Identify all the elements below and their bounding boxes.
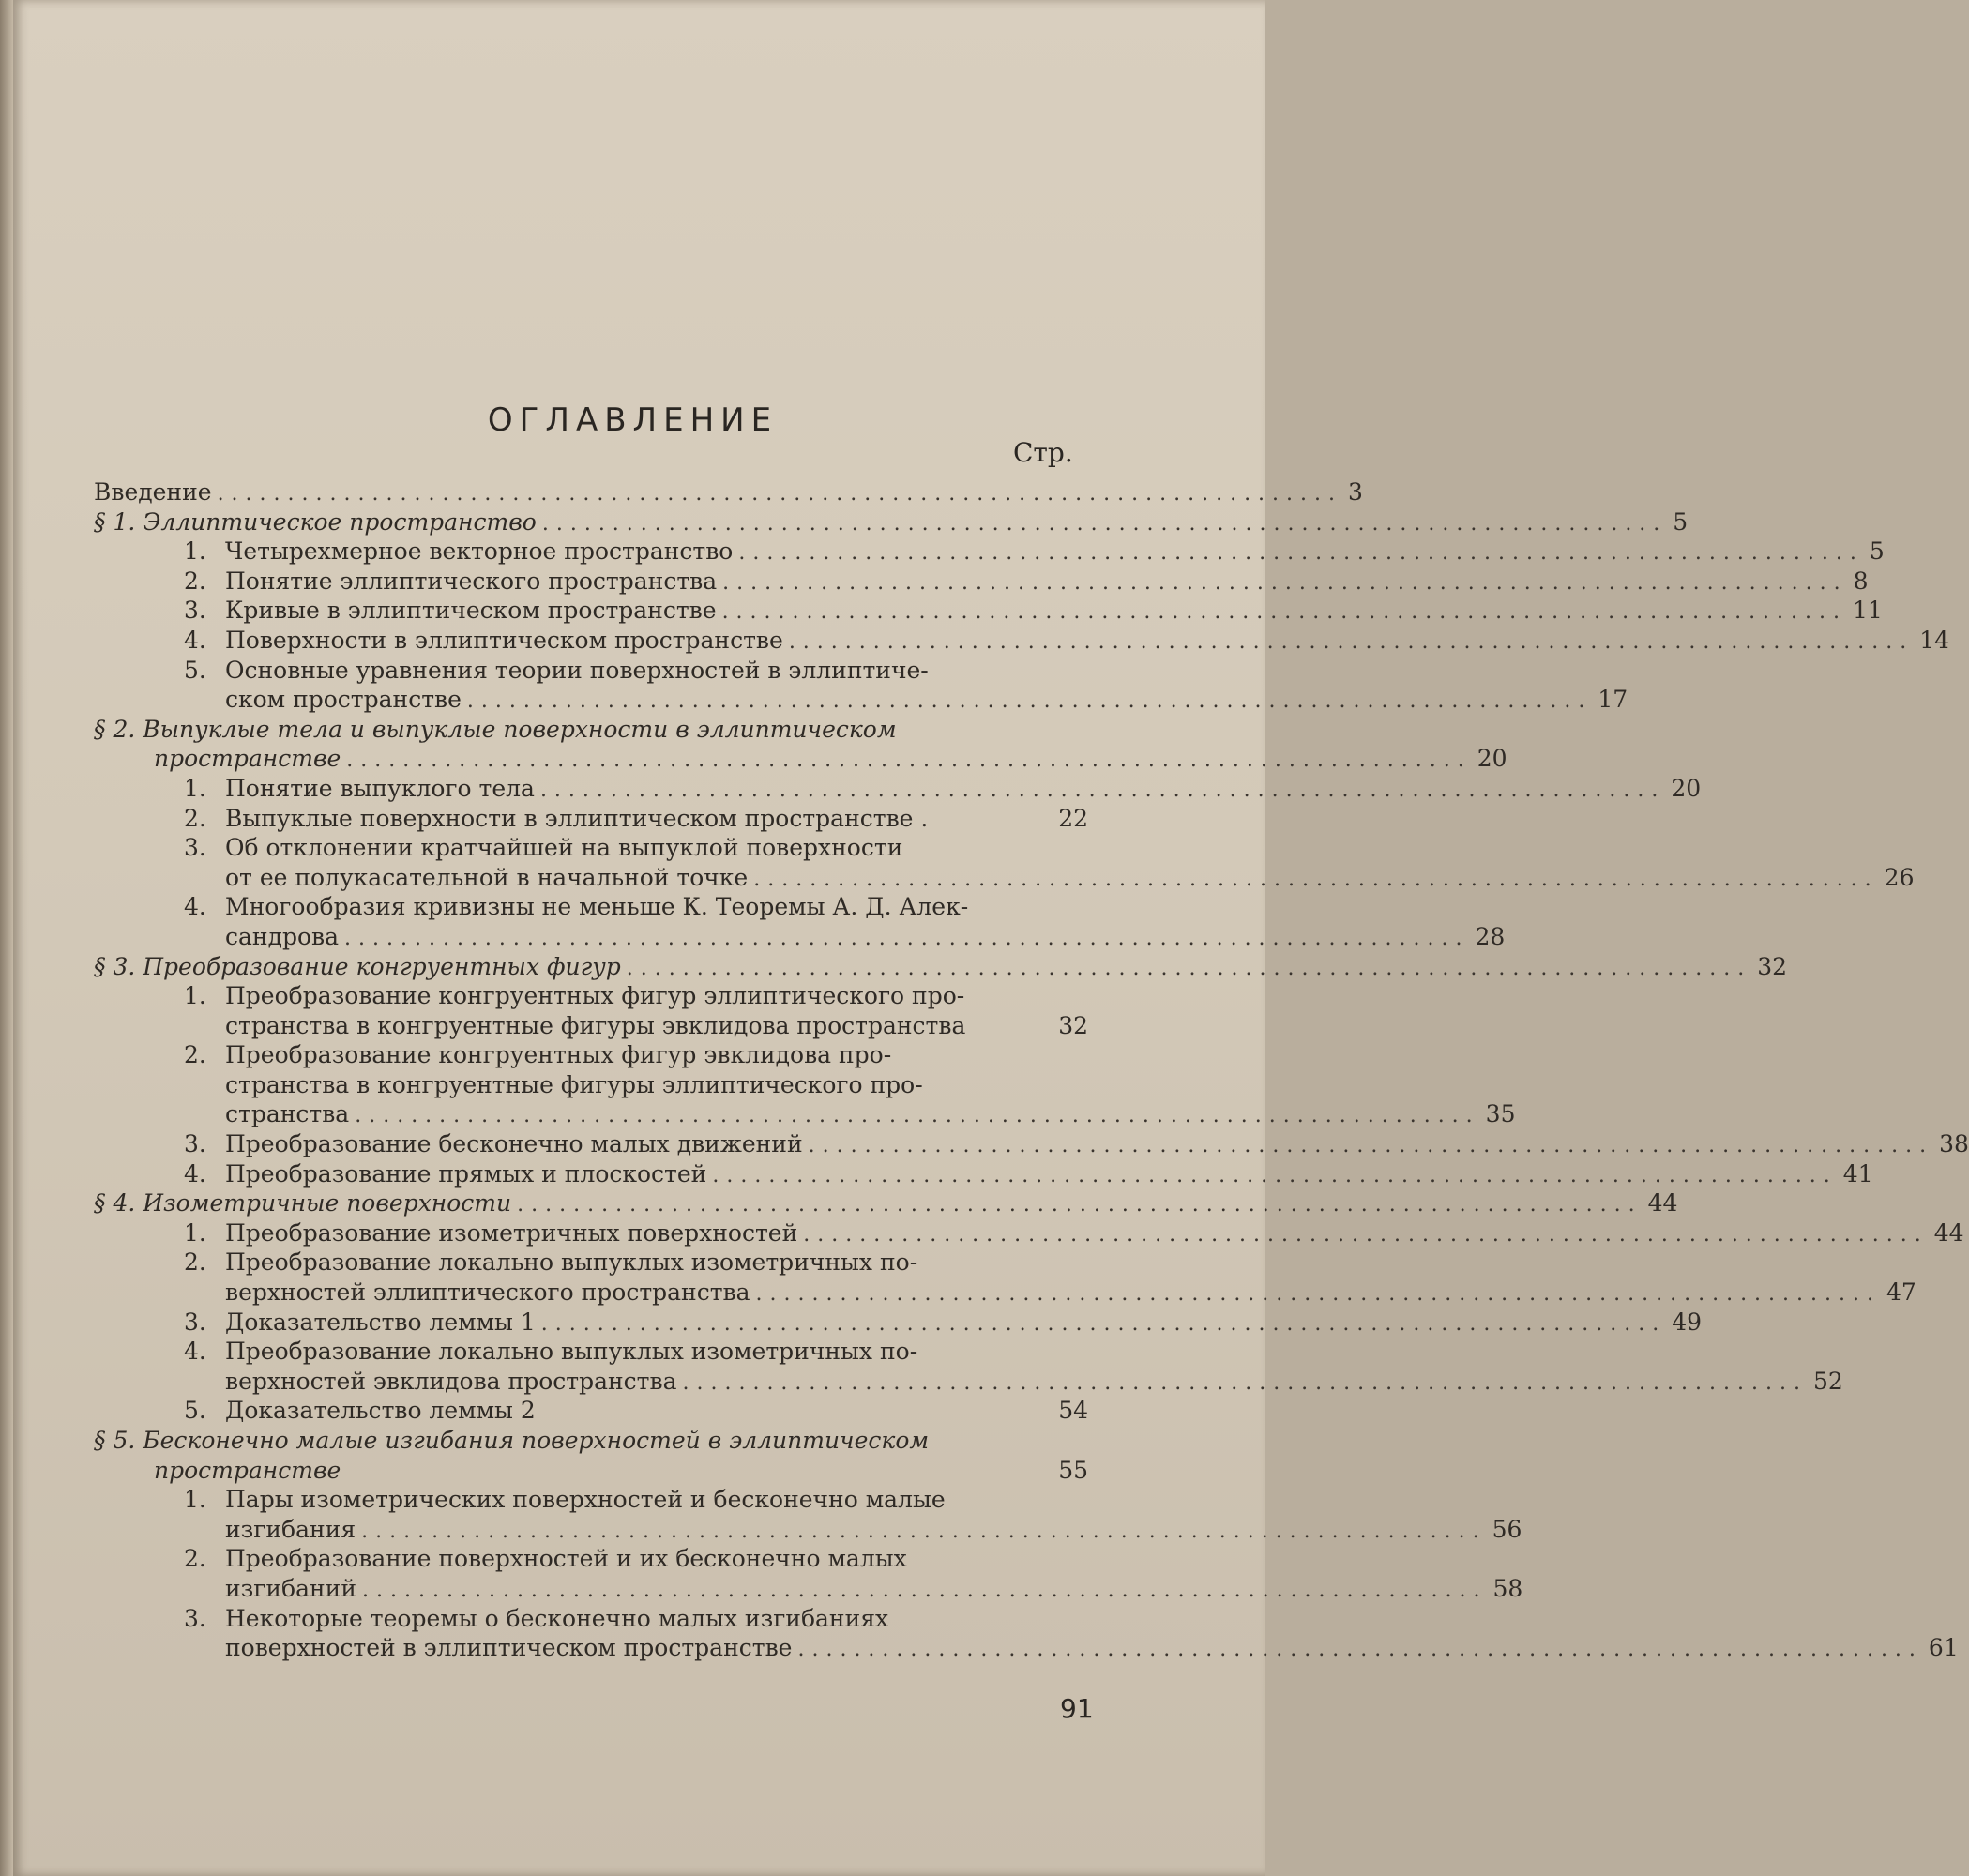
toc-entry (94, 1248, 1088, 1278)
entry-title: Выпуклые поверхности в эллиптическом пространстве . (225, 804, 929, 832)
entry-title: Доказательство леммы 1 (225, 1308, 536, 1336)
entry-page: 8 (1853, 567, 1869, 595)
toc-section (94, 1427, 1088, 1457)
entry-page: 32 (1757, 952, 1788, 980)
toc-entry: 1. Четырехмерное векторное пространство ................................................................................ 5 (184, 537, 1885, 566)
entry-page: 58 (1492, 1574, 1523, 1602)
entry-page: 52 (1812, 1367, 1843, 1395)
entry-page: 55 (1058, 1456, 1088, 1484)
entry-number: 1. (184, 537, 206, 566)
entry-number: 3. (184, 1604, 206, 1632)
entry-page: 41 (1842, 1159, 1873, 1188)
toc-section-continuation: пространстве ................................................................................ 20 (154, 745, 1507, 773)
toc-entry: 3. Преобразование бесконечно малых движений ................................................................................ 38 (184, 1130, 1969, 1158)
entry-title: от ее полукасательной в начальной точке (225, 863, 749, 891)
page-title: ОГЛАВЛЕНИЕ (487, 401, 779, 439)
entry-number: 3. (184, 597, 206, 625)
entry-title: Многообразия кривизны не меньше К. Теоремы А. Д. Алек- (225, 893, 969, 921)
entry-title: странства в конгруентные фигуры эллиптического про- (225, 1070, 923, 1098)
page-number: 91 (1060, 1693, 1094, 1724)
entry-title: Преобразование локально выпуклых изометричных по- (225, 1248, 918, 1277)
entry-number: 1. (184, 982, 206, 1010)
entry-title: Четырехмерное векторное пространство (225, 537, 734, 566)
toc-entry-continuation: изгибаний ................................................................................ 58 (225, 1574, 1523, 1602)
toc-entry: 2. Понятие эллиптического пространства ................................................................................ 8 (184, 567, 1869, 595)
entry-number: 1. (184, 1486, 206, 1514)
entry-page: 44 (1933, 1218, 1964, 1247)
toc-entry-continuation: верхностей эвклидова пространства ................................................................................ 52 (225, 1367, 1843, 1395)
entry-page: 3 (1348, 478, 1363, 506)
toc-entry-continuation (94, 1012, 1088, 1042)
entry-number: 3. (184, 834, 206, 862)
entry-title: Преобразование бесконечно малых движений (225, 1130, 803, 1158)
entry-title: ском пространстве (225, 686, 462, 714)
entry-title: странства (225, 1100, 350, 1128)
toc-entry (94, 1338, 1088, 1368)
entry-page: 14 (1919, 626, 1950, 654)
entry-page: 38 (1939, 1130, 1969, 1158)
entry-title: Введение (94, 478, 212, 506)
entry-number: 3. (184, 1130, 206, 1158)
toc-entry (94, 1545, 1088, 1575)
entry-title: Преобразование поверхностей и их бесконечно малых (225, 1545, 907, 1573)
entry-page: 28 (1475, 922, 1506, 950)
entry-title: странства в конгруентные фигуры эвклидова пространства (225, 1011, 966, 1039)
toc-entry (94, 805, 1088, 835)
toc-entry (94, 893, 1088, 923)
entry-title: Кривые в эллиптическом пространстве (225, 597, 717, 625)
entry-title: Преобразование конгруентных фигур эллиптического про- (225, 982, 965, 1010)
toc-entry-continuation: сандрова ................................................................................ 28 (225, 922, 1506, 950)
entry-number: 2. (184, 1545, 206, 1573)
entry-page: 49 (1672, 1308, 1703, 1336)
toc-entry (94, 1486, 1088, 1516)
entry-page: 5 (1673, 507, 1689, 536)
entry-title: верхностей эллиптического пространства (225, 1278, 750, 1307)
entry-number: 5. (184, 656, 206, 684)
entry-number: 4. (184, 626, 206, 654)
entry-page: 56 (1492, 1515, 1522, 1543)
toc-entry (94, 834, 1088, 864)
entry-title: верхностей эвклидова пространства (225, 1367, 677, 1395)
toc-entry-continuation: верхностей эллиптического пространства ................................................................................ 47 (225, 1278, 1916, 1307)
toc-entry: 3. Кривые в эллиптическом пространстве ................................................................................ 11 (184, 597, 1883, 625)
entry-page: 22 (1058, 804, 1088, 832)
toc-section-continuation (94, 1457, 1088, 1487)
page-column-header: Стр. (1013, 437, 1073, 468)
entry-number: 2. (184, 804, 206, 832)
toc-entry-continuation: ском пространстве ................................................................................ 17 (225, 686, 1628, 714)
entry-title: Об отклонении кратчайшей на выпуклой поверхности (225, 834, 903, 862)
entry-title: Преобразование конгруентных фигур эвклидова про- (225, 1041, 892, 1069)
entry-title: Некоторые теоремы о бесконечно малых изгибаниях (225, 1604, 889, 1632)
section-title: пространстве (154, 745, 341, 773)
toc-entry: 1. Понятие выпуклого тела ................................................................................ 20 (184, 774, 1702, 802)
entry-title: Преобразование изометричных поверхностей (225, 1218, 798, 1247)
toc-entry-continuation: изгибания ................................................................................ 56 (225, 1515, 1522, 1543)
section-title: § 3. Преобразование конгруентных фигур (94, 952, 621, 980)
entry-page: 35 (1485, 1100, 1516, 1128)
entry-page: 20 (1477, 745, 1507, 773)
toc-entry (94, 657, 1088, 687)
toc-entry (94, 1041, 1088, 1071)
toc-section: § 3. Преобразование конгруентных фигур ................................................................................ 32 (94, 952, 1788, 980)
toc-section: § 4. Изометричные поверхности ................................................................................ 44 (94, 1189, 1678, 1218)
entry-title: Преобразование прямых и плоскостей (225, 1159, 707, 1188)
entry-number: 2. (184, 1248, 206, 1277)
toc-list (94, 478, 1969, 1664)
entry-page: 54 (1058, 1397, 1088, 1425)
entry-page: 61 (1928, 1634, 1959, 1662)
entry-number: 1. (184, 1218, 206, 1247)
section-title: § 1. Эллиптическое пространство (94, 507, 537, 536)
entry-title: Понятие эллиптического пространства (225, 567, 718, 595)
entry-title: Основные уравнения теории поверхностей в эллиптиче- (225, 656, 929, 684)
entry-title: Понятие выпуклого тела (225, 774, 535, 802)
entry-title: Пары изометрических поверхностей и бесконечно малые (225, 1486, 946, 1514)
entry-title: Преобразование локально выпуклых изометричных по- (225, 1338, 918, 1366)
entry-number: 2. (184, 1041, 206, 1069)
entry-number: 4. (184, 1338, 206, 1366)
entry-title: поверхностей в эллиптическом пространстве (225, 1634, 793, 1662)
entry-title: Поверхности в эллиптическом пространстве (225, 626, 783, 654)
entry-number: 3. (184, 1308, 206, 1336)
entry-page: 26 (1884, 863, 1915, 891)
toc-section (94, 716, 1088, 746)
entry-page: 5 (1869, 537, 1885, 566)
toc-entry-continuation (94, 1071, 1088, 1101)
entry-page: 20 (1671, 774, 1702, 802)
toc-entry-continuation: от ее полукасательной в начальной точке ................................................................................ 26 (225, 863, 1915, 891)
entry-number: 5. (184, 1397, 206, 1425)
entry-page: 17 (1598, 686, 1628, 714)
entry-number: 4. (184, 1159, 206, 1188)
entry-page: 32 (1058, 1011, 1088, 1039)
section-title: § 5. Бесконечно малые изгибания поверхностей в эллиптическом (94, 1427, 930, 1454)
toc-entry: 3. Доказательство леммы 1 ................................................................................ 49 (184, 1308, 1703, 1336)
entry-title: сандрова (225, 922, 339, 950)
toc-entry-intro: Введение ................................................................................ 3 (94, 478, 1363, 506)
section-title: пространстве (154, 1456, 341, 1484)
toc-entry-continuation: странства ................................................................................ 35 (225, 1100, 1516, 1128)
entry-number: 4. (184, 893, 206, 921)
entry-title: изгибания (225, 1515, 356, 1543)
toc-entry: 1. Преобразование изометричных поверхностей ................................................................................ 44 (184, 1218, 1964, 1247)
entry-title: изгибаний (225, 1574, 357, 1602)
entry-page: 47 (1886, 1278, 1916, 1307)
entry-number: 1. (184, 774, 206, 802)
entry-number: 2. (184, 567, 206, 595)
toc-entry: 4. Поверхности в эллиптическом пространстве ................................................................................ 14 (184, 626, 1950, 654)
entry-page: 11 (1853, 597, 1883, 625)
toc-entry: 4. Преобразование прямых и плоскостей ................................................................................ 41 (184, 1159, 1873, 1188)
toc-section: § 1. Эллиптическое пространство ................................................................................ 5 (94, 507, 1689, 536)
section-title: § 4. Изометричные поверхности (94, 1189, 512, 1218)
toc-entry (94, 982, 1088, 1012)
entry-page: 44 (1647, 1189, 1678, 1218)
page-edge (0, 0, 13, 1876)
toc-entry (94, 1397, 1088, 1427)
toc-entry (94, 1605, 1088, 1635)
entry-title: Доказательство леммы 2 (225, 1397, 536, 1425)
toc-entry-continuation: поверхностей в эллиптическом пространстве ................................................................................ 61 (225, 1634, 1959, 1662)
section-title: § 2. Выпуклые тела и выпуклые поверхности в эллиптическом (94, 715, 897, 743)
